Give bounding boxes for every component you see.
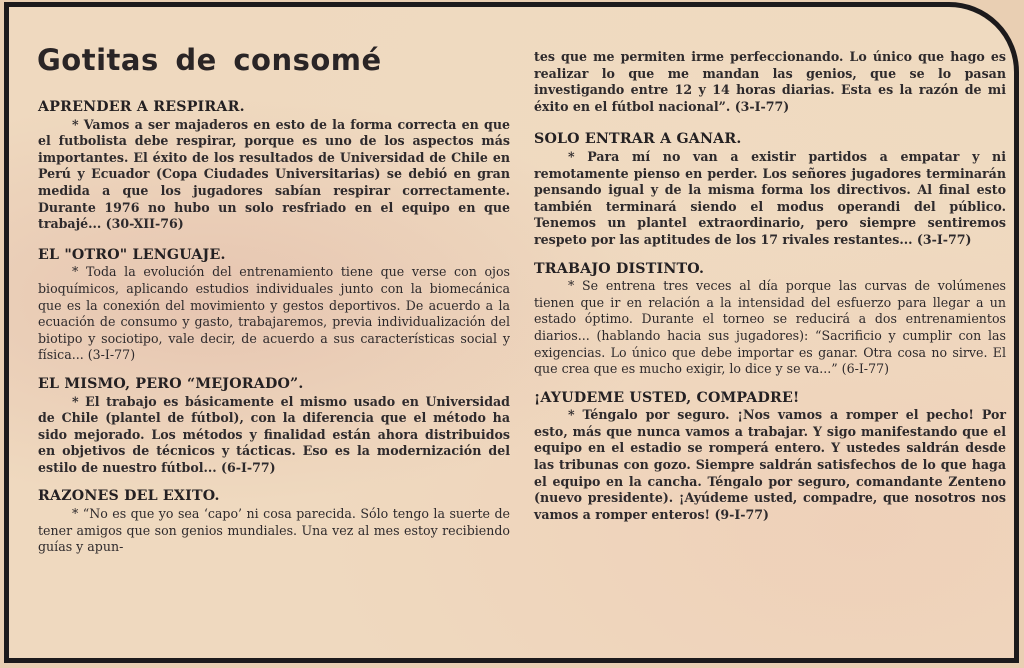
newspaper-clipping [4, 2, 1019, 663]
section-el-mismo-pero-mejorado [38, 376, 510, 477]
section-title: EL MISMO, PERO “MEJORADO”. [38, 375, 304, 392]
section-body: * Vamos a ser majaderos en esto de la forma correcta en que el futbolista debe respirar, porque es uno de los aspectos más importantes. El éxito de los resultados de Universidad de Chile en Perú y Ecuador (Copa Ciudades Universitarias) se debió en gran medida a que los jugadores sabían respirar correctamente. Durante 1976 no hubo un solo resfriado en el equipo en que trabajé... (30-XII-76) [38, 116, 510, 232]
section-body: * Se entrena tres veces al día porque las curvas de volúmenes tienen que ir en relación a la intensidad del esfuerzo para llegar a un estado óptimo. Durante el torneo se reducirá a dos entrenamientos diarios... (hablando hacia sus jugadores): “Sacrificio y cumplir con las exigencias. Lo único que debe importar es ganar. Otra cosa no sirve. El que crea que es mucho exigir, lo dice y se va...” (6-I-77) [534, 278, 1006, 377]
section-solo-entrar-a-ganar [534, 131, 1006, 248]
section-title: EL "OTRO" LENGUAJE. [38, 246, 226, 263]
section-title: APRENDER A RESPIRAR. [38, 99, 245, 115]
section-razones-del-exito [38, 488, 510, 555]
left-column [38, 99, 510, 568]
right-column [534, 49, 1006, 535]
continued-text: tes que me permiten irme perfeccionando. Lo único que hago es realizar lo que me mandan las genios, que se lo pasan investigando entre 12 y 14 horas diarias. Esta es la razón de mi éxito en el fútbol nacional”. (3-I-77) [534, 49, 1006, 114]
section-title: SOLO ENTRAR A GANAR. [534, 131, 742, 148]
section-ayudeme-usted-compadre [534, 390, 1006, 524]
section-title: ¡AYUDEME USTED, COMPADRE! [534, 389, 800, 406]
section-title: TRABAJO DISTINTO. [534, 260, 705, 277]
section-trabajo-distinto [534, 261, 1006, 378]
headline: Gotitas de consomé [37, 43, 382, 77]
section-body: * “No es que yo sea ‘capo’ ni cosa parecida. Sólo tengo la suerte de tener amigos que son genios mundiales. Una vez al mes estoy recibiendo guías y apun- [38, 506, 510, 555]
section-body: * Téngalo por seguro. ¡Nos vamos a romper el pecho! Por esto, más que nunca vamos a trabajar. Y sigo manifestando que el equipo en el estadio se romperá entero. Y ustedes saldrán desde las tribunas con gozo. Siempre saldrán satisfechos de lo que haga el equipo en la cancha. Téngalo por seguro, comandante Zenteno (nuevo presidente). ¡Ayúdeme usted, compadre, que nosotros nos vamos a romper enteros! (9-I-77) [534, 407, 1006, 522]
section-body: * Para mí no van a existir partidos a empatar y ni remotamente pienso en perder. Los señores jugadores terminarán pensando igual y de la misma forma los directivos. Al final esto también terminará siendo el modus operandi del público. Tenemos un plantel extraordinario, pero siempre sentiremos respeto por las aptitudes de los 17 rivales restantes... (3-I-77) [534, 148, 1006, 247]
section-body: * El trabajo es básicamente el mismo usado en Universidad de Chile (plantel de fútbol), con la diferencia que el método ha sido mejorado. Los métodos y finalidad están ahora distribuidos en objetivos de técnicos y tácticas. Eso es la modernización del estilo de nuestro fútbol... (6-I-77) [38, 393, 510, 475]
section-otro-lenguaje [38, 247, 510, 364]
section-aprender-a-respirar [38, 99, 510, 233]
section-title: RAZONES DEL EXITO. [38, 488, 220, 505]
section-body: * Toda la evolución del entrenamiento tiene que verse con ojos bioquímicos, aplicando estudios individuales junto con la biomecánica que es la conexión del movimiento y gestos deportivos. De acuerdo a la ecuación de consumo y gasto, trabajaremos, previa individualización del biotipo y sociotipo, vale decir, de acuerdo a sus características social y física... (3-I-77) [38, 264, 510, 363]
